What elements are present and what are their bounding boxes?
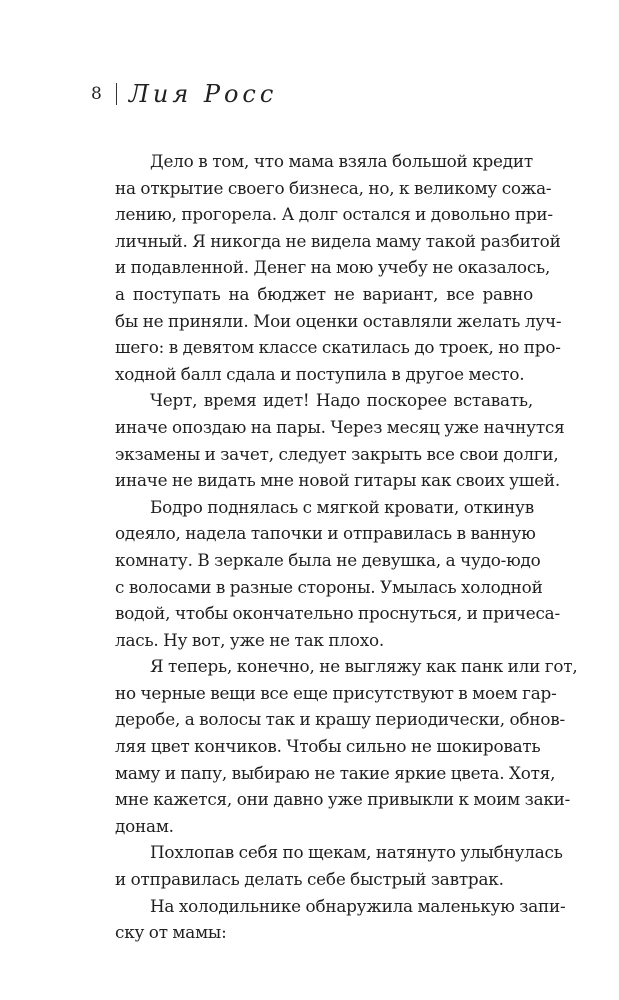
paragraph bbox=[115, 653, 578, 839]
text-line: Черт, время идет! Надо поскорее вставать, bbox=[150, 390, 533, 411]
text-line: Я теперь, конечно, не выгляжу как панк или гот, bbox=[150, 656, 578, 677]
text-line: Бодро поднялась с мягкой кровати, откинув bbox=[150, 496, 534, 517]
text-line: водой, чтобы окончательно проснуться, и причеса- bbox=[115, 603, 560, 624]
running-head bbox=[91, 79, 277, 109]
header-separator bbox=[116, 83, 117, 105]
text-line: экзамены и зачет, следует закрыть все свои долги, bbox=[115, 443, 559, 464]
body-text bbox=[115, 148, 578, 946]
paragraph bbox=[115, 839, 563, 892]
text-line: Похлопав себя по щекам, натянуто улыбнулась bbox=[150, 842, 563, 863]
text-line: с волосами в разные стороны. Умылась холодной bbox=[115, 576, 543, 597]
text-line: мне кажется, они давно уже привыкли к моим заки- bbox=[115, 789, 571, 810]
text-line: На холодильнике обнаружила маленькую запи- bbox=[150, 895, 566, 916]
text-line: на открытие своего бизнеса, но, к великому сожа- bbox=[115, 177, 552, 198]
paragraph bbox=[115, 494, 560, 654]
text-line: и подавленной. Денег на мою учебу не оказалось, bbox=[115, 257, 551, 278]
text-line: но черные вещи все еще присутствуют в моем гар- bbox=[115, 682, 557, 703]
text-line: донам. bbox=[115, 815, 174, 836]
paragraph bbox=[115, 148, 562, 387]
text-line: деробе, а волосы так и крашу периодически, обнов- bbox=[115, 709, 565, 730]
text-line: лению, прогорела. А долг остался и довольно при- bbox=[115, 204, 553, 225]
text-line: Дело в том, что мама взяла большой кредит bbox=[150, 151, 533, 171]
author-name: Лия Росс bbox=[128, 80, 278, 108]
text-line: иначе опоздаю на пары. Через месяц уже начнутся bbox=[115, 416, 565, 437]
text-line: иначе не видать мне новой гитары как своих ушей. bbox=[115, 470, 561, 491]
text-line: а поступать на бюджет не вариант, все равно bbox=[115, 283, 533, 304]
text-line: ляя цвет кончиков. Чтобы сильно не шокировать bbox=[115, 736, 541, 757]
text-line: ску от мамы: bbox=[115, 922, 227, 943]
text-line: личный. Я никогда не видела маму такой разбитой bbox=[115, 230, 561, 251]
text-line: шего: в девятом классе скатилась до троек, но про- bbox=[115, 337, 561, 358]
text-line: комнату. В зеркале была не девушка, а чудо-юдо bbox=[115, 549, 541, 570]
text-line: бы не приняли. Мои оценки оставляли желать луч- bbox=[115, 310, 562, 331]
page-number: 8 bbox=[91, 84, 102, 104]
text-line: ходной балл сдала и поступила в другое место. bbox=[115, 363, 525, 384]
text-line: одеяло, надела тапочки и отправилась в ванную bbox=[115, 523, 536, 544]
paragraph bbox=[115, 387, 565, 493]
paragraph bbox=[115, 893, 566, 946]
text-line: лась. Ну вот, уже не так плохо. bbox=[115, 629, 385, 650]
text-line: и отправилась делать себе быстрый завтрак. bbox=[115, 869, 504, 890]
text-line: маму и папу, выбираю не такие яркие цвета. Хотя, bbox=[115, 762, 556, 783]
